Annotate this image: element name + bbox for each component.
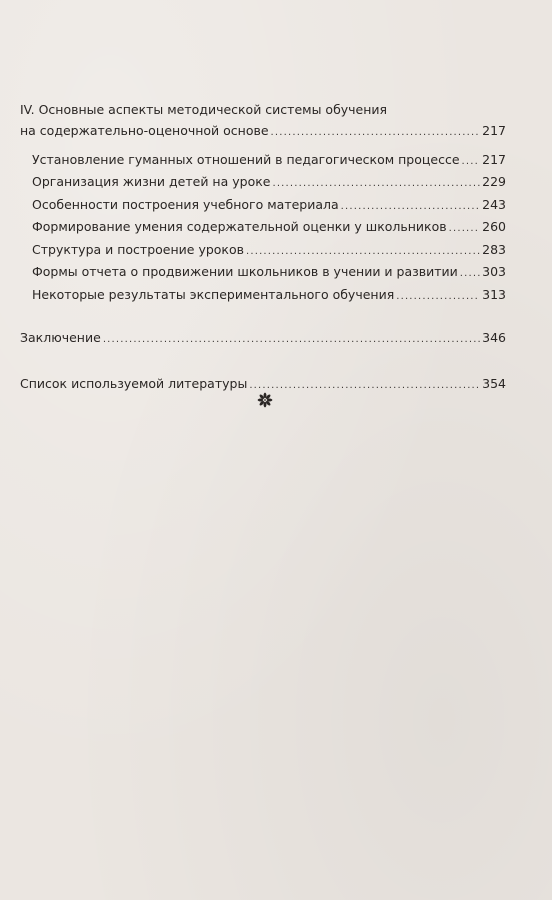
section-entry <box>32 262 506 285</box>
conclusion-title: Заключение <box>20 330 101 345</box>
section-entry <box>32 285 506 308</box>
section-entry <box>32 217 506 240</box>
section-title: Формы отчета о продвижении школьников в учении и развитии <box>32 264 458 279</box>
dot-leader <box>249 374 480 397</box>
page-number: 283 <box>482 241 506 257</box>
section-entry <box>32 150 506 173</box>
dot-leader <box>246 240 480 263</box>
page-number: 217 <box>482 151 506 167</box>
section-entry <box>32 172 506 195</box>
page-number: 243 <box>482 196 506 212</box>
section-entry <box>32 240 506 263</box>
dot-leader <box>103 328 480 351</box>
chapter-entry <box>20 121 506 144</box>
page-number: 217 <box>482 123 506 138</box>
page-number: 229 <box>482 174 506 189</box>
section-title: Особенности построения учебного материала <box>32 196 339 212</box>
dot-leader <box>272 172 480 195</box>
section-title: Организация жизни детей на уроке <box>32 174 271 189</box>
dot-leader <box>271 121 481 144</box>
dot-leader <box>341 195 480 218</box>
page-number: 303 <box>482 264 506 279</box>
section-entry <box>32 195 506 218</box>
chapter-title-continued: на содержательно-оценочной основе <box>20 123 269 138</box>
dot-leader <box>460 262 480 285</box>
dot-leader <box>449 217 481 240</box>
flower-ornament-icon <box>256 391 274 409</box>
dot-leader <box>462 150 481 173</box>
page-number: 313 <box>482 286 506 302</box>
table-of-contents <box>20 98 506 396</box>
dot-leader <box>396 285 480 308</box>
section-list <box>32 150 506 308</box>
page-number: 260 <box>482 219 506 234</box>
section-title: Некоторые результаты экспериментального обучения <box>32 286 395 302</box>
page-number: 354 <box>482 375 506 391</box>
references-title: Список используемой литературы <box>20 375 248 391</box>
section-title: Формирование умения содержательной оценки у школьников <box>32 219 447 234</box>
conclusion-entry <box>20 328 506 351</box>
section-title: Структура и построение уроков <box>32 241 244 257</box>
chapter-title: IV. Основные аспекты методической системы обучения <box>20 102 388 117</box>
section-title: Установление гуманных отношений в педагогическом процессе <box>32 151 460 167</box>
page-number: 346 <box>482 330 506 345</box>
